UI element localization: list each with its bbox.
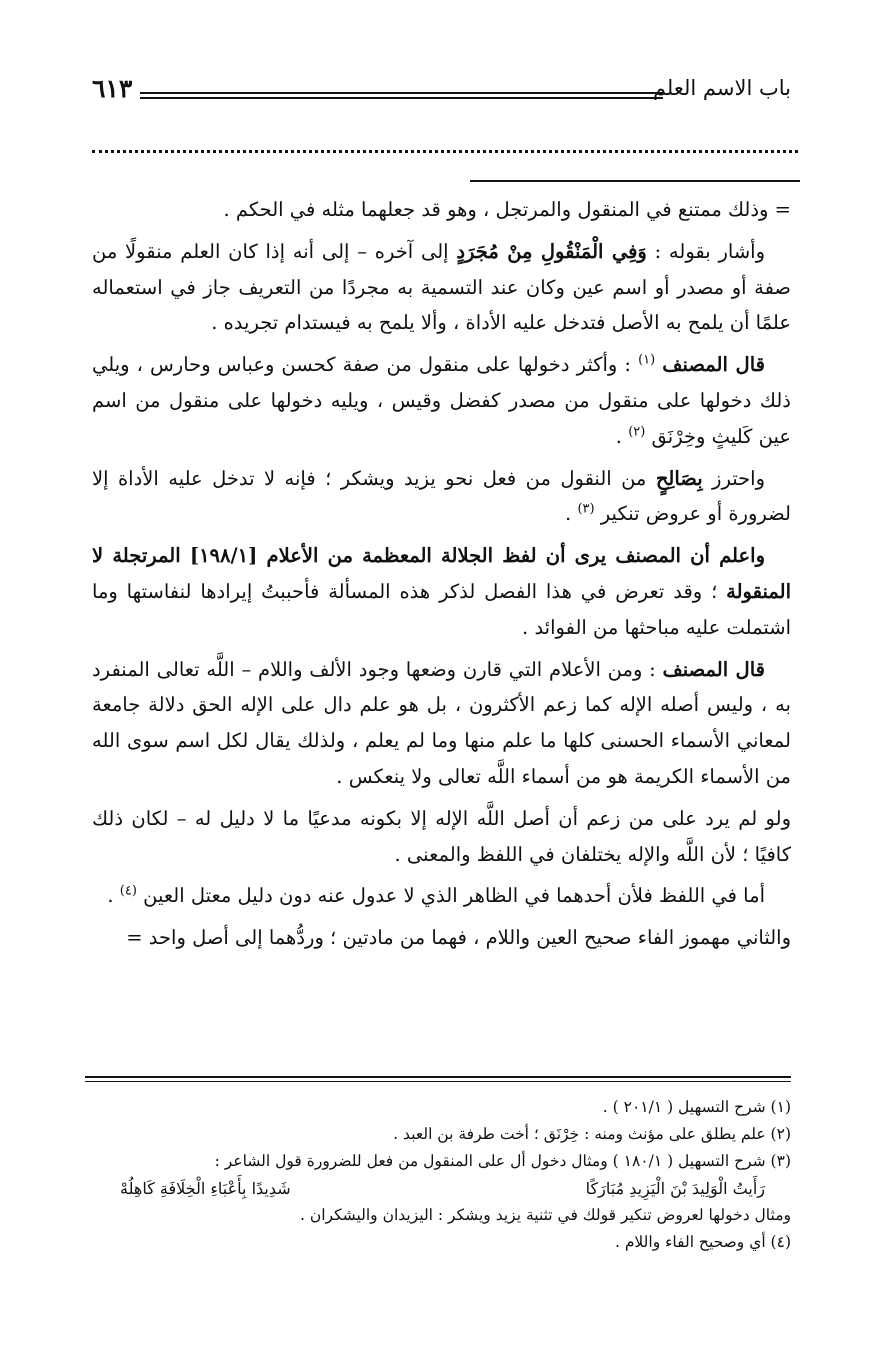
quoted-word: بِصَالِحٍ bbox=[655, 466, 703, 490]
paragraph-5 bbox=[92, 538, 791, 645]
continuation-rule bbox=[470, 180, 800, 182]
paragraph-8-text: أما في اللفظ فلأن أحدهما في الظاهر الذي لا عدول عنه دون دليل معتل العين bbox=[143, 884, 765, 908]
footnote-ref-2: (٢) bbox=[628, 424, 646, 440]
footnote-ref-3: (٣) bbox=[577, 501, 595, 517]
header-rule bbox=[140, 92, 663, 99]
verse-second-hemistich: شَدِيدًا بِأَعْبَاءِ الْخِلَافَةِ كَاهِلُهْ bbox=[120, 1179, 291, 1198]
footnotes bbox=[92, 1094, 791, 1256]
author-lead-2: قال المصنف bbox=[662, 657, 765, 681]
paragraph-4-before: واحترز bbox=[702, 466, 765, 490]
footnote-3: (٣) شرح التسهيل ( ١٨٠/١ ) ومثال دخول أل على المنقول من فعل للضرورة قول الشاعر : bbox=[214, 1152, 791, 1170]
footnote-2: (٢) علم يطلق على مؤنث ومنه : خِرْنَق ؛ أخت طرفة بن العبد . bbox=[393, 1125, 791, 1143]
paragraph-6 bbox=[92, 652, 791, 795]
paragraph-8-end: . bbox=[107, 884, 120, 908]
paragraph-4 bbox=[92, 461, 791, 533]
page-number: ٦١٣ bbox=[92, 74, 133, 103]
author-lead: قال المصنف bbox=[662, 353, 765, 377]
dotted-separator bbox=[92, 150, 798, 153]
main-text bbox=[92, 192, 791, 962]
paragraph-4-end: . bbox=[565, 502, 578, 526]
footnote-ref-4: (٤) bbox=[119, 883, 137, 899]
footnote-3-continued: ومثال دخولها لعروض تنكير قولك في تثنية يزيد ويشكر : اليزيدان واليشكران . bbox=[299, 1206, 791, 1224]
verse-first-hemistich: رَأَيتُ الْوَلِيدَ بْنَ الْيَزِيدِ مُبَارَكًا bbox=[585, 1179, 765, 1198]
poetry-verse bbox=[92, 1175, 791, 1202]
paragraph-7: ولو لم يرد على من زعم أن أصل اللَّه الإله إلا بكونه مدعيًا ما لا دليل له – لكان ذلك كافيًا ؛ لأن اللَّه والإله يختلفان في اللفظ والمعنى . bbox=[92, 806, 791, 866]
paragraph-9: والثاني مهموز الفاء صحيح العين واللام ، فهما من مادتين ؛ وردُّهما إلى أصل واحد = bbox=[126, 926, 791, 950]
footnote-1: (١) شرح التسهيل ( ٢٠١/١ ) . bbox=[602, 1098, 791, 1116]
footnote-ref-1: (١) bbox=[638, 352, 656, 368]
paragraph-3 bbox=[92, 347, 791, 454]
paragraph-6-text: : ومن الأعلام التي قارن وضعها وجود الألف واللام – اللَّه تعالى المنفرد به ، وليس أصله الإله كما زعم الأكثرون ، بل هو علم دال على الإله الحق دلالة جامعة لمعاني الأسماء الحسنى كلها ما علم منها وما لم يعلم ، ولذلك يقال لكل اسم سوى الله من الأسماء الكريمة هو من أسماء اللَّه تعالى ولا ينعكس . bbox=[92, 657, 791, 788]
paragraph-3-end: . bbox=[615, 424, 629, 448]
footnote-rule bbox=[85, 1076, 791, 1082]
bold-statement: واعلم أن المصنف يرى أن لفظ الجلالة المعظمة من الأعلام [١٩٨/١] المرتجلة لا المنقولة bbox=[92, 544, 791, 603]
paragraph-1: = وذلك ممتنع في المنقول والمرتجل ، وهو قد جعلهما مثله في الحكم . bbox=[223, 198, 791, 221]
running-head: باب الاسم العلم bbox=[652, 76, 791, 100]
paragraph-2-before: وأشار بقوله : bbox=[646, 239, 765, 263]
paragraph-2 bbox=[92, 234, 791, 341]
paragraph-5-text: ؛ وقد تعرض في هذا الفصل لذكر هذه المسألة فأحببتُ إيرادها لنفاستها وما اشتملت عليه مباحثها من الفوائد . bbox=[92, 579, 791, 639]
paragraph-3-text: : وأكثر دخولها على منقول من صفة كحسن وعباس وحارس ، ويلي ذلك دخولها على منقول من مصدر كفضل وقيس ، ويليه دخولها على منقول من اسم عين كَليثٍ وخِرْنَق bbox=[92, 353, 791, 448]
paragraph-2-after: إلى آخره – إلى أنه إذا كان العلم منقولًا من صفة أو مصدر أو اسم عين وكان عند التسمية به مجردًا من التعريف جاز في استعماله علمًا أن يلمح به الأصل فتدخل عليه الأداة ، وألا يلمح به فيستدام تجريده . bbox=[92, 239, 791, 335]
paragraph-8 bbox=[92, 878, 791, 914]
quoted-phrase: وَفِي الْمَنْقُولِ مِنْ مُجَرَدٍ bbox=[456, 239, 647, 263]
footnote-4: (٤) أي وصحيح الفاء واللام . bbox=[614, 1233, 791, 1251]
page-header bbox=[92, 74, 791, 114]
paragraph-4-after: من النقول من فعل نحو يزيد ويشكر ؛ فإنه لا تدخل عليه الأداة إلا لضرورة أو عروض تنكير bbox=[92, 466, 791, 526]
